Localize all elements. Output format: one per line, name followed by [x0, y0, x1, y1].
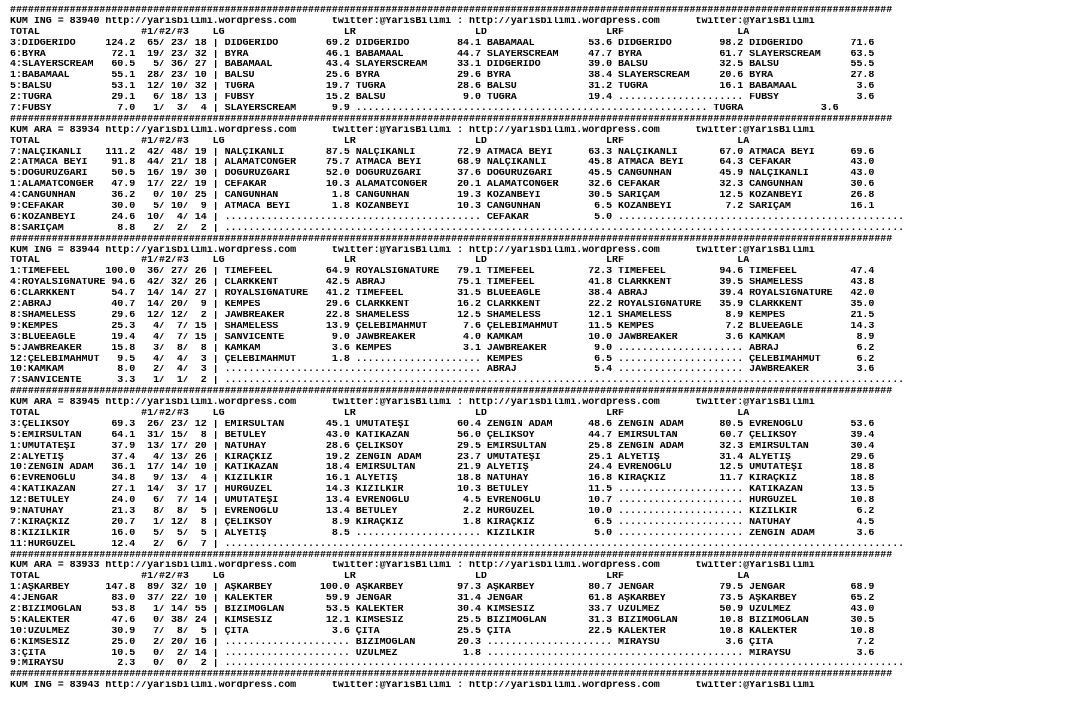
data-row: 1:ALAMATCONGER 47.9 17/ 22/ 19 | CEFAKAR 10.3 ALAMATCONGER 20.1 ALAMATCONGER 32.6 CEFAKAR 32.3 CANGÜNHAN 30.6: [10, 180, 875, 191]
data-row: 3:DIDGERIDO 124.2 65/ 23/ 18 | DIDGERIDO 69.2 DIDGERIDO 84.1 BABAMAAL 53.6 DIDGERIDO 98.2 DIDGERIDO 71.6: [10, 38, 875, 49]
data-row: 6:KOZANBEYİ 24.6 10/ 4/ 14 | ........................................... CEFAKAR 5.0 ................................................: [10, 212, 905, 223]
data-row: 5:DOĞURUZGARI 50.5 16/ 19/ 30 | DOĞURUZGARI 52.0 DOĞURUZGARI 37.6 DOĞURUZGARI 45.5 CANGÜNHAN 45.9 NALÇIKANLI 43.0: [10, 169, 875, 180]
column-header: TOTAL #1/#2/#3 LG LR LD LRF LA: [10, 27, 750, 38]
race-header: KUM ARA = 83934 http://yarisbilimi.wordpress.com twitter:@YarisBilimi : http://yarisbilimi.wordpress.com twitter:@YarisBilimi: [10, 125, 815, 136]
data-row: 6:CLARKKENT 54.7 14/ 14/ 27 | ROYALSIGNATURE 41.2 TIMEFEEL 31.5 BLUEEAGLE 38.4 ABRAJ 39.4 ROYALSIGNATURE 42.0: [10, 289, 875, 300]
race-header: KUM ARA = 83945 http://yarisbilimi.wordpress.com twitter:@YarisBilimi : http://yarisbilimi.wordpress.com twitter:@YarisBilimi: [10, 398, 815, 409]
column-header: TOTAL #1/#2/#3 LG LR LD LRF LA: [10, 136, 750, 147]
data-row: 7:KIRAÇKIZ 20.7 1/ 12/ 8 | ÇELİKSOY 8.9 KIRAÇKIZ 1.8 KIRAÇKIZ 6.5 ..................... NATUHAY 4.5: [10, 517, 875, 528]
separator-line: ####################################################################################################################################################: [10, 6, 893, 16]
data-row: 3:ÇELİKSOY 69.3 26/ 23/ 12 | EMİRSULTAN 45.1 UMUTATEŞİ 60.4 ZENGİN ADAM 48.6 ZENGİN ADAM 80.5 EVRENOĞLU 53.6: [10, 419, 875, 430]
data-row: 8:SHAMELESS 29.6 12/ 12/ 2 | JAWBREAKER 22.8 SHAMELESS 12.5 SHAMELESS 12.1 SHAMELESS 8.9 KEMPES 21.5: [10, 310, 875, 321]
separator-line: ####################################################################################################################################################: [10, 550, 893, 561]
data-row: 4:JENGAR 83.0 37/ 22/ 10 | KALEKTER 59.9 JENGAR 31.4 JENGAR 61.8 AŞKARBEY 73.5 AŞKARBEY 65.2: [10, 594, 875, 605]
data-row: 12:BETÜLEY 24.0 6/ 7/ 14 | UMUTATEŞİ 13.4 EVRENOĞLU 4.5 EVRENOĞLU 10.7 ..................... HÜRGÜZEL 10.8: [10, 496, 875, 507]
data-row: 11:HÜRGÜZEL 12.4 2/ 6/ 7 | ..................................................................................................................: [10, 539, 905, 550]
data-row: 5:EMİRSULTAN 64.1 31/ 15/ 8 | BETÜLEY 43.0 KATIKAZAN 56.0 ÇELİKSOY 44.7 EMİRSULTAN 60.7 ÇELİKSOY 39.4: [10, 430, 875, 441]
data-row: 4:SLAYERSCREAM 60.5 5/ 36/ 27 | BABAMAAL 43.4 SLAYERSCREAM 33.1 DIDGERIDO 39.0 BALSU 32.5 BALSU 55.5: [10, 60, 875, 71]
data-row: 9:NATUHAY 21.3 8/ 8/ 5 | EVRENOĞLU 13.4 BETÜLEY 2.2 HÜRGÜZEL 10.0 ..................... KIZILKIR 6.2: [10, 506, 875, 517]
data-row: 4:ROYALSIGNATURE 94.6 42/ 32/ 26 | CLARKKENT 42.5 ABRAJ 75.1 TIMEFEEL 41.8 CLARKKENT 39.5 SHAMELESS 43.8: [10, 278, 875, 289]
data-row: 1:BABAMAAL 55.1 28/ 23/ 10 | BALSU 25.6 BYRA 29.6 BYRA 38.4 SLAYERSCREAM 20.6 BYRA 27.8: [10, 71, 875, 82]
data-row: 1:AŞKARBEY 147.8 89/ 32/ 10 | AŞKARBEY 100.0 AŞKARBEY 97.3 AŞKARBEY 80.7 JENGAR 79.5 JENGAR 68.9: [10, 583, 875, 594]
separator-line: ####################################################################################################################################################: [10, 114, 893, 125]
race-header: KUM ARA = 83933 http://yarisbilimi.wordpress.com twitter:@YarisBilimi : http://yarisbilimi.wordpress.com twitter:@YarisBilimi: [10, 561, 815, 572]
data-row: 2:BİZİMOĞLAN 53.8 1/ 14/ 55 | BİZİMOĞLAN 53.5 KALEKTER 30.4 KİMSESİZ 33.7 ÜZÜLMEZ 50.9 ÜZÜLMEZ 43.0: [10, 604, 875, 615]
race-header: KUM ING = 83940 http://yarisbilimi.wordpress.com twitter:@YarisBilimi : http://yarisbilimi.wordpress.com twitter:@YarisBilimi: [10, 16, 815, 27]
data-row: 10:KAMKAM 8.0 2/ 4/ 3 | ........................................... ABRAJ 5.4 ..................... JAWBREAKER 3.6: [10, 365, 875, 376]
race-header: KUM ING = 83944 http://yarisbilimi.wordpress.com twitter:@YarisBilimi : http://yarisbilimi.wordpress.com twitter:@YarisBilimi: [10, 245, 815, 256]
data-row: 6:KİMSESİZ 25.0 2/ 20/ 16 | ..................... BİZİMOĞLAN 20.3 ..................... MIRAYSU 3.6 ÇITA 7.2: [10, 637, 875, 648]
column-header: TOTAL #1/#2/#3 LG LR LD LRF LA: [10, 256, 750, 267]
data-row: 7:FUBSY 7.0 1/ 3/ 4 | SLAYERSCREAM 9.9 ........................................................... TUĞRA 3.6: [10, 104, 839, 115]
data-row: 9:CEFAKAR 30.0 5/ 10/ 9 | ATMACA BEYİ 1.8 KOZANBEYİ 10.3 CANGÜNHAN 6.5 KOZANBEYİ 7.2 SARIÇAM 16.1: [10, 202, 875, 213]
data-row: 2:ALYETİŞ 37.4 4/ 13/ 26 | KIRAÇKIZ 19.2 ZENGİN ADAM 23.7 UMUTATEŞİ 25.1 ALYETİŞ 31.4 ALYETİŞ 29.6: [10, 452, 875, 463]
data-row: 10:ZENGİN ADAM 36.1 17/ 14/ 10 | KATIKAZAN 18.4 EMİRSULTAN 21.9 ALYETİŞ 24.4 EVRENOĞLU 12.5 UMUTATEŞİ 18.8: [10, 463, 875, 474]
race-header: KUM ING = 83943 http://yarisbilimi.wordpress.com twitter:@YarisBilimi : http://yarisbilimi.wordpress.com twitter:@YarisBilimi: [10, 681, 815, 692]
data-row: 10:ÜZÜLMEZ 30.9 7/ 8/ 5 | ÇITA 3.6 ÇITA 25.5 ÇITA 22.5 KALEKTER 10.8 KALEKTER 10.8: [10, 626, 875, 637]
data-row: 7:SANVICENTE 3.3 1/ 1/ 2 | ..................................................................................................................: [10, 376, 905, 387]
data-row: 3:ÇITA 10.5 0/ 2/ 14 | ..................... ÜZÜLMEZ 1.8 ........................................... MIRAYSU 3.6: [10, 648, 875, 659]
data-row: 2:TUĞRA 29.1 6/ 18/ 13 | FUBSY 15.2 BALSU 9.0 TUĞRA 19.4 ..................... FUBSY 3.6: [10, 93, 875, 104]
data-row: 5:BALSU 53.1 12/ 10/ 32 | TUĞRA 19.7 TUĞRA 28.6 BALSU 31.2 TUĞRA 16.1 BABAMAAL 3.6: [10, 82, 875, 93]
data-row: 5:KALEKTER 47.6 0/ 38/ 24 | KİMSESİZ 12.1 KİMSESİZ 25.5 BİZİMOĞLAN 31.3 BİZİMOĞLAN 10.8 BİZİMOĞLAN 30.5: [10, 615, 875, 626]
data-row: 9:MIRAYSU 2.3 0/ 0/ 2 | ..................................................................................................................: [10, 659, 905, 670]
data-row: 5:JAWBREAKER 15.8 3/ 8/ 8 | KAMKAM 3.6 KEMPES 3.1 JAWBREAKER 9.0 ..................... ABRAJ 6.2: [10, 343, 875, 354]
data-row: 4:CANGÜNHAN 36.2 0/ 10/ 25 | CANGÜNHAN 1.8 CANGÜNHAN 19.3 KOZANBEYİ 30.5 SARIÇAM 12.5 KOZANBEYİ 26.8: [10, 191, 875, 202]
data-row: 8:KIZILKIR 16.0 5/ 5/ 5 | ALYETİŞ 8.5 ..................... KIZILKIR 5.0 ..................... ZENGİN ADAM 3.6: [10, 528, 875, 539]
separator-line: ####################################################################################################################################################: [10, 387, 893, 398]
column-header: TOTAL #1/#2/#3 LG LR LD LRF LA: [10, 408, 750, 419]
data-row: 1:TIMEFEEL 100.0 36/ 27/ 26 | TIMEFEEL 64.9 ROYALSIGNATURE 79.1 TIMEFEEL 72.3 TIMEFEEL 94.6 TIMEFEEL 47.4: [10, 267, 875, 278]
data-row: 3:BLUEEAGLE 19.4 4/ 7/ 15 | SANVICENTE 9.0 JAWBREAKER 4.0 KAMKAM 10.0 JAWBREAKER 3.6 KAMKAM 8.9: [10, 332, 875, 343]
data-row: 8:SARIÇAM 8.8 2/ 2/ 2 | ..................................................................................................................: [10, 223, 905, 234]
data-row: 2:ATMACA BEYİ 91.8 44/ 21/ 18 | ALAMATCONGER 75.7 ATMACA BEYİ 68.9 NALÇIKANLI 45.8 ATMACA BEYİ 64.3 CEFAKAR 43.0: [10, 158, 875, 169]
separator-line: ####################################################################################################################################################: [10, 670, 893, 681]
data-row: 1:UMUTATEŞİ 37.9 13/ 17/ 20 | NATUHAY 28.6 ÇELİKSOY 29.5 EMİRSULTAN 25.8 ZENGİN ADAM 32.3 EMİRSULTAN 30.4: [10, 441, 875, 452]
data-row: 9:KEMPES 25.3 4/ 7/ 15 | SHAMELESS 13.9 ÇELEBİMAHMUT 7.6 ÇELEBİMAHMUT 11.5 KEMPES 7.2 BLUEEAGLE 14.3: [10, 321, 875, 332]
data-row: 6:BYRA 72.1 19/ 23/ 32 | BYRA 46.1 BABAMAAL 44.7 SLAYERSCREAM 47.7 BYRA 61.7 SLAYERSCREAM 63.5: [10, 49, 875, 60]
data-row: 12:ÇELEBİMAHMUT 9.5 4/ 4/ 3 | ÇELEBİMAHMUT 1.8 ..................... KEMPES 6.5 ..................... ÇELEBİMAHMUT 6.2: [10, 354, 875, 365]
data-row: 2:ABRAJ 40.7 14/ 20/ 9 | KEMPES 29.6 CLARKKENT 16.2 CLARKKENT 22.2 ROYALSIGNATURE 35.9 CLARKKENT 35.0: [10, 300, 875, 311]
data-row: 4:KATIKAZAN 27.1 14/ 3/ 17 | HÜRGÜZEL 14.3 KIZILKIR 10.3 BETÜLEY 11.5 ..................... KATIKAZAN 13.5: [10, 485, 875, 496]
data-row: 6:EVRENOĞLU 34.8 9/ 13/ 4 | KIZILKIR 16.1 ALYETİŞ 18.8 NATUHAY 16.8 KIRAÇKIZ 11.7 KIRAÇKIZ 18.8: [10, 474, 875, 485]
separator-line: ####################################################################################################################################################: [10, 234, 893, 245]
data-row: 7:NALÇIKANLI 111.2 42/ 48/ 19 | NALÇIKANLI 87.5 NALÇIKANLI 72.9 ATMACA BEYİ 63.3 NALÇIKANLI 67.0 ATMACA BEYİ 69.6: [10, 147, 875, 158]
column-header: TOTAL #1/#2/#3 LG LR LD LRF LA: [10, 572, 750, 583]
